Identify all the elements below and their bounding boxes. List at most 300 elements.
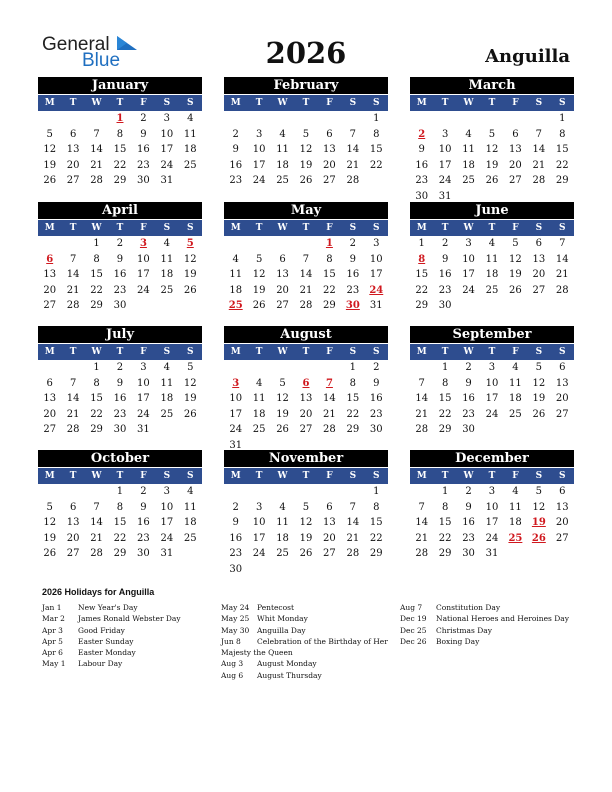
holiday-row [42,647,181,658]
month-may [224,202,388,314]
day-number: 2 [441,238,449,249]
empty-day [247,111,270,127]
holiday-day: 1 [325,238,333,249]
day-number: 9 [232,517,239,528]
day-number: 14 [323,393,336,404]
day-number: 5 [535,362,543,373]
day-number: 7 [418,501,425,513]
day-number: 28 [66,300,80,311]
day-number: 4 [488,238,496,249]
day-number: 18 [509,393,522,404]
day-number: 4 [279,128,286,140]
day-number: 5 [187,362,194,373]
empty-day [410,360,433,376]
day-number: 13 [43,393,57,404]
holiday-date: May 30 [221,625,250,635]
day-number: 8 [93,377,100,389]
day-number: 8 [326,253,333,265]
day-number: 30 [137,175,150,186]
day-number: 23 [369,408,383,420]
day-number: 8 [116,501,124,513]
day-number: 8 [93,253,100,265]
day-number: 10 [137,377,150,389]
day-number: 22 [113,532,127,544]
weekday-header [410,344,574,360]
day-number: 14 [555,253,569,265]
day-number: 21 [66,408,80,420]
weekday-label: W [277,471,288,481]
day-number: 24 [160,532,174,544]
holiday-row [42,636,181,647]
holiday-date: Apr 3 [42,625,63,635]
day-number: 27 [276,300,289,311]
holiday-date: Aug 6 [221,670,244,680]
day-number: 4 [279,501,286,513]
day-number: 13 [509,144,522,155]
day-number: 13 [276,269,289,280]
weekday-label: T [116,347,124,357]
day-number: 9 [116,253,124,265]
day-number: 25 [462,175,475,186]
day-number: 15 [113,144,127,155]
holiday-date: May 24 [221,603,250,612]
empty-day [247,360,270,376]
day-number: 6 [279,253,286,265]
empty-day [61,360,84,376]
day-number: 4 [512,362,519,373]
month-title: June [410,202,574,219]
holiday-name: Boxing Day [436,636,480,646]
holiday-name: Anguilla Day [257,625,306,635]
day-number: 27 [509,175,522,186]
day-number: 16 [462,517,475,528]
day-number: 11 [509,501,522,513]
day-number: 29 [369,548,383,559]
day-number: 6 [535,238,543,249]
weekday-label: M [44,471,55,481]
empty-day [294,484,317,500]
day-number: 12 [509,253,522,265]
day-number: 28 [415,548,429,559]
weekday-header [38,220,202,236]
day-number: 27 [299,424,313,435]
day-number: 20 [299,408,313,420]
day-number: 10 [438,144,452,155]
holidays-title: 2026 Holidays for Anguilla [42,587,155,597]
holiday-date: May 1 [42,659,66,669]
empty-day [294,236,317,252]
weekday-label: F [326,471,333,481]
empty-day [294,111,317,127]
day-number: 30 [229,563,243,575]
day-number: 5 [488,128,496,140]
weekday-label: T [69,471,77,481]
day-number: 11 [276,144,289,155]
day-number: 16 [346,269,360,280]
day-number: 18 [160,393,174,404]
day-number: 1 [441,362,449,373]
day-number: 2 [116,362,124,373]
weekday-label: M [230,98,241,108]
day-number: 12 [183,253,197,265]
day-number: 3 [163,486,171,497]
holiday-row [221,602,388,613]
day-number: 17 [369,269,383,280]
day-number: 9 [140,501,147,513]
day-grid [224,484,388,577]
day-number: 19 [252,284,266,296]
holiday-row [400,613,569,624]
day-number: 30 [113,424,127,435]
day-number: 22 [415,284,429,296]
day-number: 30 [438,300,452,311]
day-number: 11 [229,269,243,280]
day-number: 17 [160,144,174,155]
empty-day [271,360,294,376]
month-august [224,326,388,453]
empty-day [38,236,61,252]
weekday-label: S [559,471,566,481]
day-number: 3 [255,128,263,140]
day-number: 5 [255,253,263,265]
day-number: 24 [462,284,475,296]
holiday-name: New Year's Day [78,603,138,612]
weekday-label: W [463,223,474,233]
day-number: 10 [485,377,499,389]
day-number: 17 [485,393,499,404]
day-number: 23 [137,532,150,544]
empty-day [224,111,247,127]
day-number: 9 [116,377,124,389]
weekday-label: T [441,471,449,481]
day-number: 29 [113,175,127,186]
day-number: 26 [183,408,197,420]
day-number: 5 [302,128,310,140]
weekday-label: T [116,98,124,108]
day-number: 19 [509,269,522,280]
day-number: 24 [485,532,499,544]
day-number: 28 [555,284,569,296]
weekday-label: S [349,98,357,108]
logo-text-general: General [42,34,110,55]
day-number: 20 [43,284,57,296]
day-number: 19 [532,393,546,404]
day-grid [410,236,574,314]
day-number: 31 [369,300,383,311]
day-number: 4 [512,486,519,497]
day-number: 31 [160,548,174,559]
month-november [224,450,388,577]
day-grid [38,236,202,314]
weekday-label: F [140,471,147,481]
day-number: 30 [462,548,475,559]
weekday-label: F [140,347,147,357]
day-number: 9 [465,377,472,389]
day-number: 13 [323,517,336,528]
day-number: 14 [346,144,360,155]
day-number: 16 [113,269,127,280]
day-number: 17 [485,517,499,528]
holiday-date: Mar 2 [42,614,65,624]
holiday-row [221,647,388,658]
weekday-header [38,468,202,484]
day-number: 30 [462,424,475,435]
holiday-name: August Thursday [257,670,322,680]
day-number: 1 [116,486,124,497]
empty-day [61,484,84,500]
day-number: 2 [373,362,380,373]
weekday-label: F [326,347,333,357]
day-number: 12 [43,144,57,155]
weekday-label: T [255,223,263,233]
holiday-row [42,613,181,624]
day-number: 7 [559,238,566,249]
day-number: 11 [252,393,266,404]
day-number: 4 [255,377,263,389]
day-number: 5 [302,501,310,513]
holiday-column [400,602,569,647]
day-number: 22 [90,284,103,296]
day-number: 3 [255,501,263,513]
day-number: 28 [66,424,80,435]
weekday-label: W [91,471,102,481]
day-number: 25 [276,548,289,559]
empty-day [504,111,527,127]
day-number: 20 [532,269,546,280]
holiday-name: Majesty the Queen [221,648,293,658]
empty-day [433,111,456,127]
holiday-name: Christmas Day [436,625,492,635]
day-number: 10 [160,128,174,140]
day-number: 28 [323,424,336,435]
day-number: 27 [323,175,336,186]
day-number: 29 [415,300,429,311]
weekday-label: T [302,98,310,108]
day-number: 12 [532,501,546,513]
day-number: 18 [160,269,174,280]
day-number: 1 [93,362,100,373]
weekday-label: T [441,347,449,357]
weekday-label: T [488,347,496,357]
day-number: 31 [485,548,499,559]
weekday-label: T [69,223,77,233]
day-number: 30 [369,424,383,435]
day-number: 4 [465,128,472,140]
day-number: 24 [438,175,452,186]
holiday-row [42,658,181,669]
day-number: 15 [438,393,452,404]
weekday-label: T [302,347,310,357]
day-number: 6 [69,501,77,513]
day-number: 21 [323,408,336,420]
day-number: 10 [160,501,174,513]
day-number: 7 [69,377,77,389]
weekday-header [38,344,202,360]
empty-day [341,484,364,500]
day-number: 8 [373,501,380,513]
weekday-header [410,95,574,111]
weekday-label: S [535,223,543,233]
day-number: 11 [485,253,499,265]
day-number: 19 [276,408,289,420]
day-number: 26 [183,284,197,296]
day-number: 10 [462,253,475,265]
month-february [224,77,388,189]
day-number: 22 [438,532,452,544]
day-number: 12 [183,377,197,389]
day-number: 19 [299,532,313,544]
day-number: 11 [183,128,197,140]
day-number: 15 [90,393,103,404]
day-number: 24 [137,408,150,420]
holiday-row [400,602,569,613]
day-number: 14 [415,393,429,404]
day-number: 17 [252,159,266,171]
empty-day [38,484,61,500]
day-number: 4 [187,113,194,124]
day-number: 26 [532,408,546,420]
weekday-header [224,468,388,484]
day-number: 25 [252,424,266,435]
day-grid [410,484,574,562]
weekday-label: F [512,223,519,233]
day-number: 28 [415,424,429,435]
day-number: 15 [415,269,429,280]
day-number: 5 [46,501,53,513]
day-number: 23 [438,284,452,296]
day-number: 21 [532,159,546,171]
day-number: 16 [369,393,383,404]
day-grid [38,360,202,438]
day-number: 14 [299,269,313,280]
day-number: 20 [66,159,80,171]
empty-day [224,236,247,252]
holiday-name: Pentecost [257,603,295,612]
day-number: 1 [373,113,380,124]
day-number: 12 [252,269,266,280]
weekday-label: S [373,347,380,357]
day-number: 21 [90,532,103,544]
day-number: 13 [299,393,313,404]
day-number: 1 [373,486,380,497]
day-number: 9 [465,501,472,513]
day-number: 21 [66,284,80,296]
weekday-label: S [187,471,194,481]
day-number: 16 [438,269,452,280]
day-number: 17 [137,269,150,280]
day-number: 10 [369,253,383,265]
day-number: 3 [441,128,449,140]
holiday-date: Aug 7 [400,603,423,612]
day-number: 13 [66,517,80,528]
day-number: 19 [299,159,313,171]
day-number: 9 [349,253,357,265]
day-number: 28 [299,300,313,311]
day-number: 12 [43,517,57,528]
day-number: 2 [140,486,147,497]
day-number: 8 [441,377,449,389]
empty-day [318,360,341,376]
day-number: 1 [349,362,357,373]
empty-day [271,484,294,500]
day-number: 24 [252,548,266,559]
day-number: 27 [532,284,546,296]
weekday-label: W [463,98,474,108]
day-number: 22 [323,284,336,296]
day-number: 22 [369,532,383,544]
weekday-label: F [512,471,519,481]
month-title: January [38,77,202,94]
day-grid [38,111,202,189]
day-number: 14 [90,517,103,528]
day-number: 17 [462,269,475,280]
day-number: 31 [137,424,150,435]
empty-day [61,111,84,127]
day-number: 6 [326,501,333,513]
day-number: 5 [279,377,286,389]
day-number: 24 [229,424,243,435]
day-number: 11 [509,377,522,389]
day-number: 21 [299,284,313,296]
day-number: 6 [326,128,333,140]
weekday-label: M [230,223,241,233]
weekday-label: F [326,223,333,233]
weekday-label: S [559,347,566,357]
day-number: 28 [90,175,103,186]
weekday-label: M [44,223,55,233]
empty-day [85,111,108,127]
day-number: 23 [462,408,475,420]
day-number: 24 [252,175,266,186]
day-number: 27 [43,424,57,435]
weekday-label: T [302,471,310,481]
day-number: 17 [229,408,243,420]
day-number: 26 [299,548,313,559]
day-number: 28 [90,548,103,559]
day-number: 3 [465,238,472,249]
day-number: 1 [441,486,449,497]
day-number: 25 [485,284,499,296]
holiday-name: August Monday [257,659,317,669]
weekday-label: T [255,98,263,108]
holiday-day: 26 [531,532,546,544]
day-grid [38,484,202,562]
empty-day [85,484,108,500]
day-number: 8 [373,128,380,140]
day-number: 27 [66,175,80,186]
day-number: 2 [465,486,472,497]
empty-day [294,360,317,376]
holiday-row [42,602,181,613]
weekday-label: T [116,471,124,481]
day-number: 14 [66,393,80,404]
holiday-name: National Heroes and Heroines Day [436,614,569,624]
weekday-label: M [230,347,241,357]
weekday-label: F [326,98,333,108]
weekday-header [410,468,574,484]
weekday-label: T [441,223,449,233]
day-number: 12 [532,377,546,389]
day-number: 29 [113,548,127,559]
day-number: 24 [137,284,150,296]
day-number: 2 [465,362,472,373]
holiday-name: Easter Sunday [78,636,134,646]
day-number: 3 [140,362,147,373]
holiday-day: 25 [228,300,243,311]
holiday-day: 30 [345,300,360,311]
weekday-label: T [488,98,496,108]
holiday-column [221,602,388,681]
